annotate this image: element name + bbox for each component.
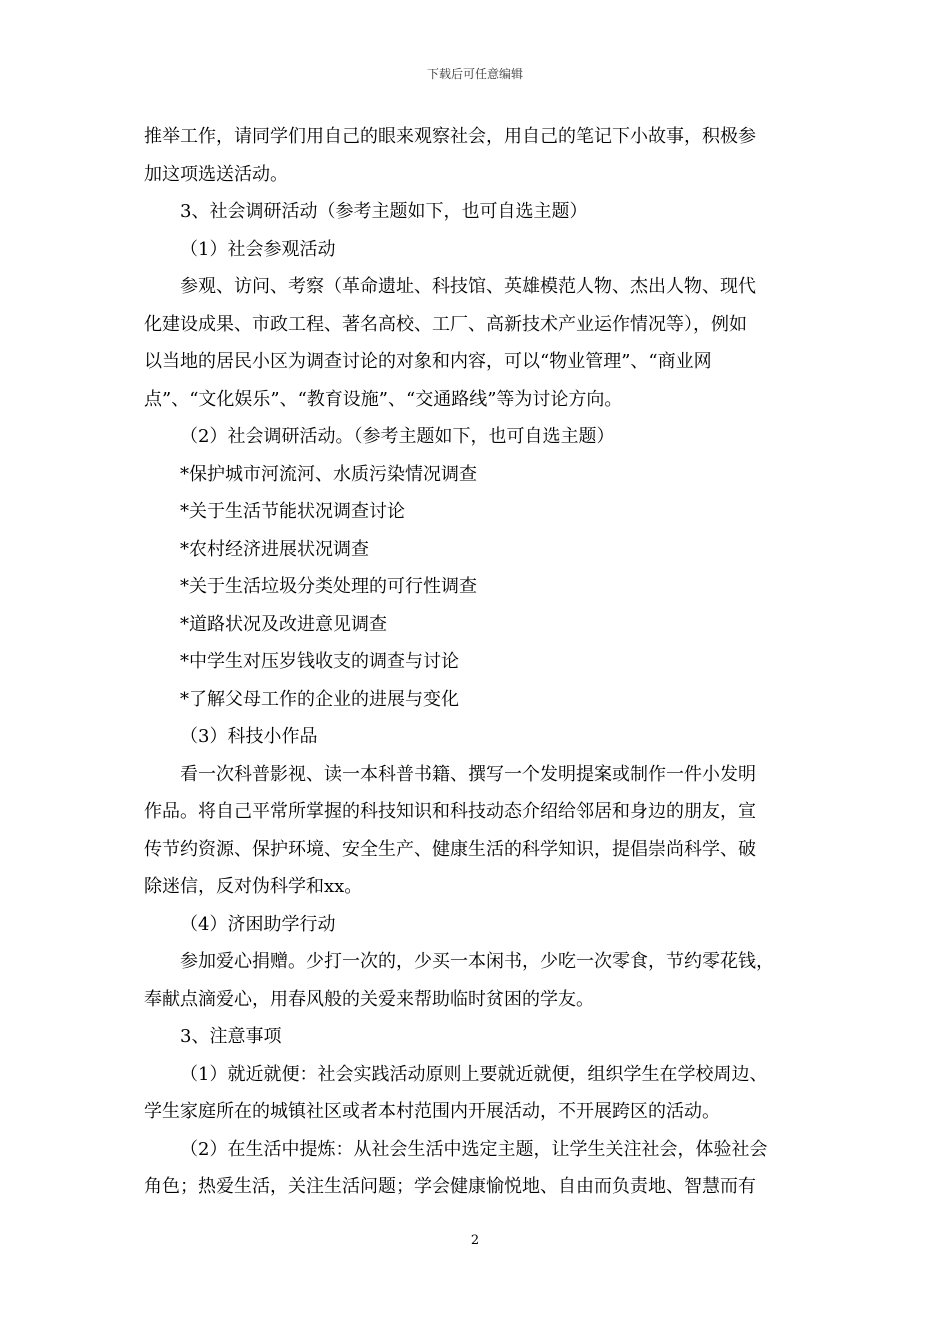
paragraph-line: 看一次科普影视、读一本科普书籍、撰写一个发明提案或制作一件小发明 (180, 763, 756, 785)
paragraph-line: 学生家庭所在的城镇社区或者本村范围内开展活动，不开展跨区的活动。 (144, 1101, 720, 1122)
paragraph-line: 参观、访问、考察（革命遗址、科技馆、英雄模范人物、杰出人物、现代 (180, 276, 756, 297)
list-item: *农村经济进展状况调查 (180, 538, 369, 560)
list-item: *中学生对压岁钱收支的调查与讨论 (180, 651, 459, 672)
subsection-heading: （3）科技小作品 (180, 726, 318, 747)
paragraph-line: 奉献点滴爱心，用春风般的关爱来帮助临时贫困的学友。 (144, 988, 594, 1010)
subsection-heading: （2）社会调研活动。（参考主题如下，也可自选主题） (180, 426, 615, 447)
paragraph-line: 化建设成果、市政工程、著名高校、工厂、高新技术产业运作情况等），例如 (144, 313, 747, 335)
list-item: *保护城市河流河、水质污染情况调查 (180, 463, 477, 485)
list-item: *道路状况及改进意见调查 (180, 613, 387, 635)
paragraph-line: 角色；热爱生活，关注生活问题；学会健康愉悦地、自由而负责地、智慧而有 (144, 1176, 756, 1197)
paragraph-line: 参加爱心捐赠。少打一次的，少买一本闲书，少吃一次零食，节约零花钱， (180, 951, 774, 972)
list-item: *了解父母工作的企业的进展与变化 (180, 688, 459, 710)
page-number: 2 (470, 1233, 480, 1248)
paragraph-line: 作品。将自己平常所掌握的科技知识和科技动态介绍给邻居和身边的朋友，宣 (144, 801, 756, 822)
section-heading: 3、注意事项 (180, 1026, 282, 1047)
paragraph-line: 以当地的居民小区为调查讨论的对象和内容，可以“物业管理”、“商业网 (144, 351, 712, 372)
section-heading: 3、社会调研活动（参考主题如下，也可自选主题） (180, 201, 588, 222)
paragraph-line: 加这项选送活动。 (144, 163, 288, 185)
paragraph-line: 推举工作，请同学们用自己的眼来观察社会，用自己的笔记下小故事，积极参 (144, 126, 756, 147)
page-header: 下载后可任意编辑 (426, 67, 523, 81)
paragraph-line: 传节约资源、保护环境、安全生产、健康生活的科学知识，提倡崇尚科学、破 (144, 838, 756, 860)
paragraph-line: 除迷信，反对伪科学和xx。 (144, 876, 363, 897)
paragraph-line: （1）就近就便：社会实践活动原则上要就近就便，组织学生在学校周边、 (180, 1063, 768, 1085)
paragraph-line: （2）在生活中提炼：从社会生活中选定主题，让学生关注社会，体验社会 (180, 1138, 768, 1160)
list-item: *关于生活垃圾分类处理的可行性调查 (180, 576, 477, 597)
list-item: *关于生活节能状况调查讨论 (180, 501, 405, 522)
subsection-heading: （4）济困助学行动 (180, 913, 336, 935)
paragraph-line: 点”、“文化娱乐”、“教育设施”、“交通路线”等为讨论方向。 (144, 388, 623, 410)
subsection-heading: （1）社会参观活动 (180, 238, 336, 260)
document-body (144, 118, 812, 1206)
